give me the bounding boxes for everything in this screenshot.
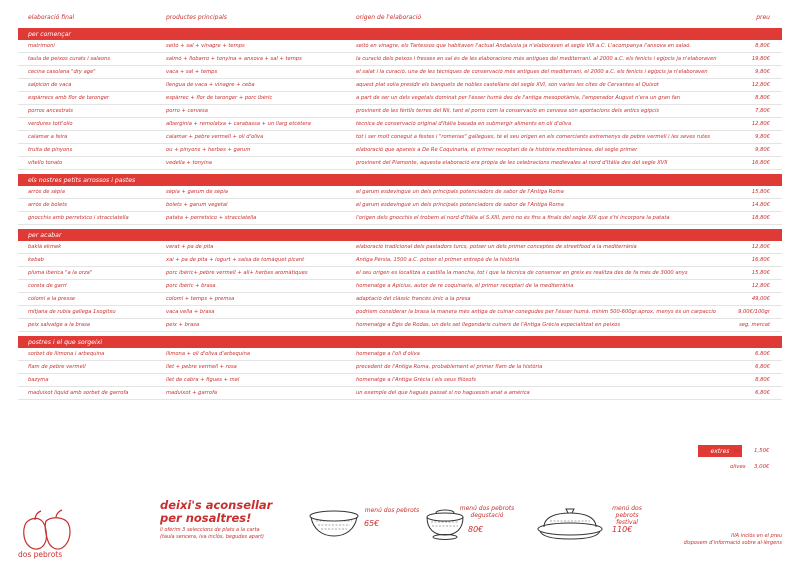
- dish-ingredients: porro + cervesa: [166, 108, 208, 114]
- dish-ingredients: llet de cabra + figues + mel: [166, 377, 240, 383]
- dish-ingredients: colomí + temps + premsa: [166, 296, 235, 302]
- menu-item-row: [18, 199, 782, 212]
- menu-item-row: [18, 105, 782, 118]
- dish-name: kebab: [28, 257, 44, 263]
- extra-item-name: pa: [734, 448, 741, 454]
- menu-item-row: [18, 157, 782, 170]
- dish-price: 6,80€: [755, 351, 770, 357]
- dish-ingredients: vedella + tonyina: [166, 160, 212, 166]
- menu-item-row: [18, 212, 782, 225]
- menu-option-name: menú dos pebrots degustació: [459, 505, 515, 519]
- slogan-sub-line: (taula sencera, iva inclòs, begudes apart): [160, 534, 265, 540]
- dish-ingredients: llimona + oli d'oliva d'arbequina: [166, 351, 251, 357]
- dish-origin: adaptació del clàssic francès únic a la presa: [356, 296, 471, 302]
- dish-name: calamar a feira: [28, 134, 68, 140]
- menu-item-row: [18, 319, 782, 332]
- dish-name: taula de peixos curats i salaons: [28, 56, 111, 62]
- menu-item-row: [18, 131, 782, 144]
- logo-text: dos pebrots: [18, 550, 63, 559]
- section-header: per començar: [18, 28, 782, 40]
- covered-dish-illustration-icon: [534, 503, 606, 543]
- dish-origin: podríem considerar la brasa la manera més antiga de cuinar conegudes per l'ésser humà. mínim 500-600gr.aprox, menys és un carpaccio: [356, 309, 716, 315]
- dish-name: cecina casolana "dry age": [28, 69, 96, 75]
- dish-price: 12,80€: [751, 244, 770, 250]
- dish-ingredients: vaca + sal + temps: [166, 69, 218, 75]
- menu-option-price: 80€: [468, 525, 484, 534]
- dish-name: matrimoni: [28, 43, 55, 49]
- dish-origin: homenatge a Egis de Rodas, un dels set llegendaris cuiners de l'Antiga Grècia especialitzat en peixos: [356, 322, 621, 328]
- dish-name: flam de pebre vermell: [28, 364, 86, 370]
- menu-option-price: 65€: [364, 519, 380, 528]
- dish-price: 16,80€: [751, 257, 770, 263]
- dish-name: vitello tonato: [28, 160, 63, 166]
- dish-origin: tècnica de conservació original d'Itàlia basada en submergir aliments en oli d'oliva: [356, 121, 572, 127]
- dish-origin: precedent de l'Antiga Roma, probablement el primer flam de la història: [356, 364, 543, 370]
- dish-price: 16,80€: [751, 160, 770, 166]
- dish-price: 14,80€: [751, 202, 770, 208]
- header-price: preu: [756, 13, 770, 21]
- extras-label: extres: [698, 445, 742, 457]
- dish-name: baklà ekmek: [28, 244, 62, 250]
- menu-item-row: [18, 387, 782, 400]
- menu-option-name: menú dos pebrots festival: [612, 505, 642, 526]
- dish-ingredients: porc ibèric + brasa: [166, 283, 216, 289]
- menu-item-row: [18, 79, 782, 92]
- dish-origin: homenatge a l'oli d'oliva: [356, 351, 420, 357]
- dish-name: maduixot líquid amb sorbet de garrofa: [28, 390, 129, 396]
- dish-ingredients: salmó + llobarro + tonyina + anxova + sal + temps: [166, 56, 302, 62]
- dish-price: seg. mercat: [739, 322, 770, 328]
- menu-item-row: [18, 144, 782, 157]
- dish-price: 6,80€: [755, 364, 770, 370]
- dish-ingredients: llet + pebre vermell + rosa: [166, 364, 237, 370]
- dish-name: gnocchis amb perretxico i stracciatella: [28, 215, 129, 221]
- dish-origin: el seu origen es localitza a castilla la mancha, tot i que la tècnica de conservar en greix es realitza des de fa més de 3000 anys: [356, 270, 688, 276]
- slogan-sub-line: li oferim 3 seleccions de plats a la carta: [160, 527, 260, 533]
- dish-ingredients: albergínia + remolatxa + carabassa + un llarg etcètera: [166, 121, 311, 127]
- dish-ingredients: patata + perretxico + stracciatella: [166, 215, 257, 221]
- section-header: per acabar: [18, 229, 782, 241]
- dish-ingredients: bolets + garum vegetal: [166, 202, 228, 208]
- dish-ingredients: seitó + sal + vinagre + temps: [166, 43, 245, 49]
- section-header: postres i el que sorgeixi: [18, 336, 782, 348]
- menu-item-row: [18, 241, 782, 254]
- menu-item-row: [18, 118, 782, 131]
- dish-origin: el garum esdevingué un dels principals potenciadors de sabor de l'Antiga Roma: [356, 189, 564, 195]
- dish-name: espàrrecs amb flor de taronger: [28, 95, 110, 101]
- dish-price: 8,80€: [755, 43, 770, 49]
- dish-ingredients: ou + pinyons + herbes + garum: [166, 147, 251, 153]
- menu-item-row: [18, 280, 782, 293]
- dish-name: sorbet de llimona i arbequina: [28, 351, 105, 357]
- dish-name: arròs de bolets: [28, 202, 67, 208]
- footer-note: disposem d'informació sobre al·lèrgens: [683, 540, 782, 546]
- menu-option-price: 110€: [612, 525, 633, 534]
- dish-ingredients: espàrrec + flor de taronger + porc ibèric: [166, 95, 273, 101]
- dish-price: 19,80€: [751, 56, 770, 62]
- dish-name: salpicón de vaca: [28, 82, 72, 88]
- dish-origin: seitó en vinagre, els Tartessos que habitaven l'actual Andalusia ja n'elaboraven al segle VIII a.C. L'acompanya l'anxova en salaó.: [356, 43, 692, 49]
- slogan-line: per nosaltres!: [160, 511, 252, 525]
- dish-price: 12,80€: [751, 82, 770, 88]
- footer-notes: [684, 533, 782, 547]
- dish-price: 12,80€: [751, 121, 770, 127]
- menu-item-row: [18, 66, 782, 79]
- dish-price: 9,80€: [755, 147, 770, 153]
- dish-origin: aquest plat solia presidir els banquets de nobles castellans del segle XVI, són varies les cites de Cervantes al Quixot: [356, 82, 659, 88]
- dish-price: 7,80€: [755, 108, 770, 114]
- dish-origin: provinent del Piamonte, aquesta elaboració era pròpia de les celebracions medievales al nord d'Itàlia des del segle XVII: [356, 160, 668, 166]
- dish-price: 18,80€: [751, 215, 770, 221]
- extra-item-name: olives: [730, 464, 746, 470]
- footer: [0, 495, 800, 565]
- menu-item-row: [18, 348, 782, 361]
- dish-ingredients: llengua de vaca + vinagre + ceba: [166, 82, 255, 88]
- header-origin: origen de l'elaboració: [356, 13, 422, 21]
- dish-name: pluma ibèrica "a la orza": [28, 270, 93, 276]
- dish-ingredients: porc ibèric+ pebre vermell + all+ herbes aromàtiques: [166, 270, 308, 276]
- menu-item-row: [18, 53, 782, 66]
- dish-origin: la curació dels peixos i fresses en sal és de les elaboracions més antigues del mediterrani. al 2000 a.C. els fenicis i egipcis ja n'elaboraven: [356, 56, 717, 62]
- menu-option-name: menú dos pebrots: [364, 507, 420, 514]
- menu-item-row: [18, 306, 782, 319]
- extra-item-price: 1,50€: [754, 448, 770, 454]
- extra-item-price: 3,00€: [754, 464, 770, 470]
- dish-origin: homenatge a Apicius, autor de re coquinaria, el primer receptari de la mediterrània: [356, 283, 574, 289]
- dish-ingredients: vaca vella + brasa: [166, 309, 215, 315]
- dish-name: peix salvatge a la brasa: [28, 322, 90, 328]
- dish-price: 49,00€: [751, 296, 770, 302]
- dish-name: coreta de garri: [28, 283, 67, 289]
- dish-name: porros ancestrals: [28, 108, 73, 114]
- dish-price: 9,80€: [755, 69, 770, 75]
- dish-price: 9,80€: [755, 134, 770, 140]
- dish-origin: un exemple del que hagués passat si no haguessin anat a amèrica: [356, 390, 530, 396]
- menu-item-row: [18, 267, 782, 280]
- extras-block: [18, 444, 782, 478]
- dish-price: 8,80€: [755, 377, 770, 383]
- pepper-logo-icon: [20, 507, 74, 555]
- dish-origin: provinent de les fèrtils terres del Nil, tant el porro com la conservació en cervesa són aportacions dels antics egipcis: [356, 108, 660, 114]
- dish-origin: elaboració tradicional dels pastadors turcs, potser un dels primer conceptes de streetfood a la mediterrània: [356, 244, 637, 250]
- dish-origin: tot i ser molt conegut a festes i "romerías" gallegues, té el seu origen en els comerciants extremenys de pebre vermell i les seves rutes: [356, 134, 711, 140]
- menu-item-row: [18, 361, 782, 374]
- dish-ingredients: maduixot + garrofa: [166, 390, 218, 396]
- dish-price: 9,00€/100gr: [738, 309, 770, 315]
- menu-sections: [18, 28, 782, 400]
- dish-name: arròs de sèpia: [28, 189, 65, 195]
- menu-item-row: [18, 92, 782, 105]
- bowl-illustration-icon: [308, 509, 360, 539]
- menu-table: [18, 6, 782, 470]
- slogan-line: deixi's aconsellar: [160, 498, 273, 512]
- dish-ingredients: sèpia + garum de sèpia: [166, 189, 228, 195]
- dish-origin: Antiga Pèrsia, 1500 a.C. potser el primer entrepà de la història: [356, 257, 520, 263]
- dish-price: 12,80€: [751, 283, 770, 289]
- dish-name: verdures tott'olio: [28, 121, 73, 127]
- dish-price: 6,80€: [755, 390, 770, 396]
- menu-item-row: [18, 186, 782, 199]
- dish-price: 15,80€: [751, 189, 770, 195]
- dish-origin: el salat i la curació, una de les tècniques de conservació més antigues del mediterrani, el 2000 a.C. els fenicis i egipcis ja n'elaboraven: [356, 69, 708, 75]
- dish-name: bazyma: [28, 377, 49, 383]
- menu-item-row: [18, 254, 782, 267]
- section-header: els nostres petits arrossos i pastes: [18, 174, 782, 186]
- dish-origin: elaboració que apareix a De Re Coquinaria, el primer receptari de la història mediterrànea, del segle primer: [356, 147, 638, 153]
- menu-item-row: [18, 293, 782, 306]
- dish-ingredients: xai + pa de pita + iogurt + salsa de tomàquet picant: [166, 257, 305, 263]
- dish-name: truita de pinyons: [28, 147, 73, 153]
- slogan-subtitle: [160, 527, 300, 541]
- dish-origin: l'origen dels gnocchis el trobem al nord d'Itàlia al S.XIII, però no és fins a finals del segle XIX que s'hi incorpora la patata: [356, 215, 670, 221]
- menu-item-row: [18, 374, 782, 387]
- dish-origin: homenatge a l'Antiga Grècia i els seus filòsofs: [356, 377, 476, 383]
- header-ingredients: productes principals: [166, 13, 227, 21]
- menu-item-row: [18, 40, 782, 53]
- dish-origin: el garum esdevingué un dels principals potenciadors de sabor de l'Antiga Roma: [356, 202, 564, 208]
- dish-price: 8,80€: [755, 95, 770, 101]
- dish-name: mitjana de rubia gallega 1xogitxu: [28, 309, 116, 315]
- column-header: [18, 6, 782, 28]
- dish-origin: a part de ser un dels vegetals dominat per l'ésser humà des de l'antiga mesopotàmia, l'emperador August n'era un gran fan: [356, 95, 681, 101]
- slogan: [160, 499, 320, 525]
- dish-ingredients: verat + pa de pita: [166, 244, 214, 250]
- dish-ingredients: peix + brasa: [166, 322, 200, 328]
- dish-name: colomí a la presse: [28, 296, 76, 302]
- footer-note: IVA inclòs en el preu: [731, 533, 782, 539]
- dish-price: 15,80€: [751, 270, 770, 276]
- dish-ingredients: calamar + pebre vermell + oli d'oliva: [166, 134, 264, 140]
- header-dish: elaboració final: [28, 13, 75, 21]
